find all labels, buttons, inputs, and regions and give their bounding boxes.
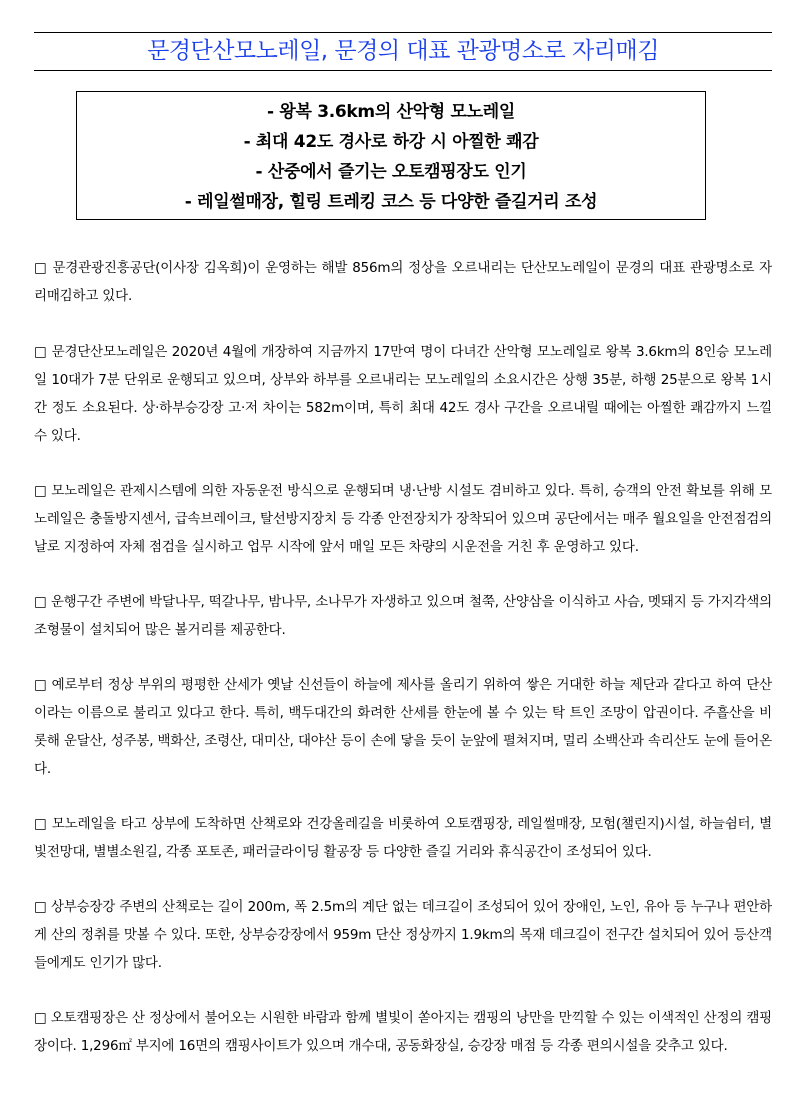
paragraph: □ 상부승장강 주변의 산책로는 길이 200m, 폭 2.5m의 계단 없는 데크길이 조성되어 있어 장애인, 노인, 유아 등 누구나 편안하게 산의 정취를 맛볼 수 있다. 또한, 상부승강장에서 959m 단산 정상까지 1.9km의 목재 데크길이 전구간 설치되어 있어 등산객들에게도 인기가 많다.	[34, 899, 772, 971]
paragraph: □ 예로부터 정상 부위의 평평한 산세가 옛날 신선들이 하늘에 제사를 올리기 위하여 쌓은 거대한 하늘 제단과 같다고 하여 단산이라는 이름으로 불리고 있다고 한다. 특히, 백두대간의 화려한 산세를 한눈에 볼 수 있는 탁 트인 조망이 압권이다. 주흘산을 비롯해 운달산, 성주봉, 백화산, 조령산, 대미산, 대야산 등이 손에 닿을 듯이 눈앞에 펼쳐지며, 멀리 소백산과 속리산도 눈에 들어온다.	[34, 677, 772, 777]
paragraph: □ 모노레일을 타고 상부에 도착하면 산책로와 건강올레길을 비롯하여 오토캠핑장, 레일썰매장, 모험(챌린지)시설, 하늘쉼터, 별빛전망대, 별별소원길, 각종 포토존, 패러글라이딩 활공장 등 다양한 즐길 거리와 휴식공간이 조성되어 있다.	[34, 816, 772, 860]
summary-line: - 레일썰매장, 힐링 트레킹 코스 등 다양한 즐길거리 조성	[184, 192, 598, 212]
summary-line: - 산중에서 즐기는 오토캠핑장도 인기	[255, 162, 527, 182]
title-rule-bottom	[34, 70, 772, 71]
paragraph: □ 문경단산모노레일은 2020년 4월에 개장하여 지금까지 17만여 명이 다녀간 산악형 모노레일로 왕복 3.6km의 8인승 모노레일 10대가 7분 단위로 운행되고 있으며, 상부와 하부를 오르내리는 모노레일의 소요시간은 상행 35분, 하행 25분으로 왕복 1시간 정도 소요된다. 상·하부승강장 고·저 차이는 582m이며, 특히 최대 42도 경사 구간을 오르내릴 때에는 아찔한 쾌감까지 느낄 수 있다.	[34, 344, 772, 444]
summary-line: - 최대 42도 경사로 하강 시 아찔한 쾌감	[243, 132, 539, 152]
summary-box	[76, 91, 706, 220]
document-title: 문경단산모노레일, 문경의 대표 관광명소로 자리매김	[147, 38, 659, 64]
paragraph: □ 모노레일은 관제시스템에 의한 자동운전 방식으로 운행되며 냉·난방 시설도 겸비하고 있다. 특히, 승객의 안전 확보를 위해 모노레일은 충돌방지센서, 급속브레이크, 탈선방지장치 등 각종 안전장치가 장착되어 있으며 공단에서는 매주 월요일을 안전점검의 날로 지정하여 자체 점검을 실시하고 업무 시작에 앞서 매일 모든 차량의 시운전을 거친 후 운영하고 있다.	[34, 483, 772, 555]
article-body	[34, 254, 772, 1060]
paragraph: □ 오토캠핑장은 산 정상에서 불어오는 시원한 바람과 함께 별빛이 쏟아지는 캠핑의 낭만을 만끽할 수 있는 이색적인 산정의 캠핑장이다. 1,296㎡ 부지에 16면의 캠핑사이트가 있으며 개수대, 공동화장실, 승강장 매점 등 각종 편의시설을 갖추고 있다.	[34, 1010, 772, 1054]
paragraph: □ 문경관광진흥공단(이사장 김옥희)이 운영하는 해발 856m의 정상을 오르내리는 단산모노레일이 문경의 대표 관광명소로 자리매김하고 있다.	[34, 260, 772, 304]
paragraph: □ 운행구간 주변에 박달나무, 떡갈나무, 밤나무, 소나무가 자생하고 있으며 철쭉, 산양삼을 이식하고 사슴, 멧돼지 등 가지각색의 조형물이 설치되어 많은 볼거리를 제공한다.	[34, 594, 772, 638]
summary-line: - 왕복 3.6km의 산악형 모노레일	[266, 102, 516, 122]
